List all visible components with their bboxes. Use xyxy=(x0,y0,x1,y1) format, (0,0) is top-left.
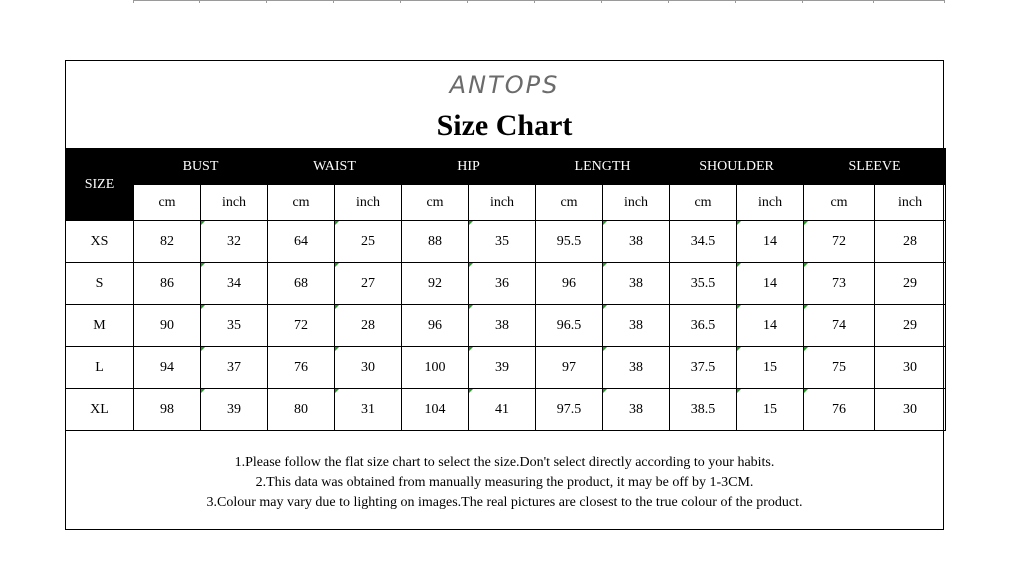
value-cell: 98 xyxy=(134,389,201,431)
value-cell: 80 xyxy=(268,389,335,431)
value-cell: 30 xyxy=(875,389,946,431)
hip-header: HIP xyxy=(402,149,536,185)
unit-inch: inch xyxy=(335,185,402,221)
size-cell: L xyxy=(66,347,134,389)
unit-inch: inch xyxy=(603,185,670,221)
unit-cm: cm xyxy=(536,185,603,221)
value-cell: 28 xyxy=(875,221,946,263)
unit-inch: inch xyxy=(469,185,536,221)
measure-header-row xyxy=(66,149,946,185)
size-table xyxy=(65,148,946,431)
value-cell: 36.5 xyxy=(670,305,737,347)
size-cell: XS xyxy=(66,221,134,263)
value-cell: 38 xyxy=(603,305,670,347)
value-cell: 97 xyxy=(536,347,603,389)
notes xyxy=(66,453,943,513)
value-cell: 41 xyxy=(469,389,536,431)
waist-header: WAIST xyxy=(268,149,402,185)
note-2: 2.This data was obtained from manually measuring the product, it may be off by 1-3CM. xyxy=(255,475,754,490)
value-cell: 96 xyxy=(536,263,603,305)
size-chart-sheet xyxy=(65,60,944,530)
value-cell: 94 xyxy=(134,347,201,389)
value-cell: 72 xyxy=(268,305,335,347)
value-cell: 35.5 xyxy=(670,263,737,305)
value-cell: 14 xyxy=(737,221,804,263)
unit-inch: inch xyxy=(875,185,946,221)
value-cell: 38 xyxy=(469,305,536,347)
value-cell: 90 xyxy=(134,305,201,347)
value-cell: 35 xyxy=(201,305,268,347)
length-header: LENGTH xyxy=(536,149,670,185)
value-cell: 96.5 xyxy=(536,305,603,347)
value-cell: 74 xyxy=(804,305,875,347)
shoulder-header: SHOULDER xyxy=(670,149,804,185)
note-3: 3.Colour may vary due to lighting on images.The real pictures are closest to the true colour of the product. xyxy=(206,495,803,510)
value-cell: 64 xyxy=(268,221,335,263)
value-cell: 75 xyxy=(804,347,875,389)
unit-cm: cm xyxy=(134,185,201,221)
value-cell: 39 xyxy=(201,389,268,431)
value-cell: 27 xyxy=(335,263,402,305)
value-cell: 73 xyxy=(804,263,875,305)
value-cell: 68 xyxy=(268,263,335,305)
value-cell: 88 xyxy=(402,221,469,263)
value-cell: 38.5 xyxy=(670,389,737,431)
unit-cm: cm xyxy=(670,185,737,221)
table-row xyxy=(66,347,946,389)
value-cell: 30 xyxy=(335,347,402,389)
value-cell: 76 xyxy=(268,347,335,389)
value-cell: 100 xyxy=(402,347,469,389)
table-row xyxy=(66,305,946,347)
unit-inch: inch xyxy=(201,185,268,221)
background-gridlines xyxy=(0,0,1017,3)
value-cell: 25 xyxy=(335,221,402,263)
value-cell: 92 xyxy=(402,263,469,305)
value-cell: 39 xyxy=(469,347,536,389)
value-cell: 30 xyxy=(875,347,946,389)
value-cell: 96 xyxy=(402,305,469,347)
value-cell: 34.5 xyxy=(670,221,737,263)
page-title: Size Chart xyxy=(436,109,573,142)
size-cell: S xyxy=(66,263,134,305)
value-cell: 35 xyxy=(469,221,536,263)
value-cell: 14 xyxy=(737,305,804,347)
value-cell: 34 xyxy=(201,263,268,305)
value-cell: 72 xyxy=(804,221,875,263)
size-column-header: SIZE xyxy=(66,149,134,221)
value-cell: 37.5 xyxy=(670,347,737,389)
value-cell: 86 xyxy=(134,263,201,305)
table-row xyxy=(66,389,946,431)
value-cell: 97.5 xyxy=(536,389,603,431)
value-cell: 15 xyxy=(737,389,804,431)
value-cell: 38 xyxy=(603,389,670,431)
value-cell: 76 xyxy=(804,389,875,431)
sleeve-header: SLEEVE xyxy=(804,149,946,185)
table-row xyxy=(66,263,946,305)
unit-inch: inch xyxy=(737,185,804,221)
value-cell: 38 xyxy=(603,347,670,389)
size-cell: M xyxy=(66,305,134,347)
brand-logo: ANTOPS xyxy=(449,71,560,99)
value-cell: 29 xyxy=(875,305,946,347)
value-cell: 38 xyxy=(603,221,670,263)
size-cell: XL xyxy=(66,389,134,431)
value-cell: 104 xyxy=(402,389,469,431)
value-cell: 31 xyxy=(335,389,402,431)
table-row xyxy=(66,221,946,263)
value-cell: 38 xyxy=(603,263,670,305)
unit-cm: cm xyxy=(804,185,875,221)
value-cell: 15 xyxy=(737,347,804,389)
value-cell: 36 xyxy=(469,263,536,305)
value-cell: 82 xyxy=(134,221,201,263)
unit-cm: cm xyxy=(402,185,469,221)
value-cell: 95.5 xyxy=(536,221,603,263)
value-cell: 29 xyxy=(875,263,946,305)
value-cell: 14 xyxy=(737,263,804,305)
unit-header-row xyxy=(66,185,946,221)
value-cell: 28 xyxy=(335,305,402,347)
unit-cm: cm xyxy=(268,185,335,221)
bust-header: BUST xyxy=(134,149,268,185)
value-cell: 32 xyxy=(201,221,268,263)
value-cell: 37 xyxy=(201,347,268,389)
note-1: 1.Please follow the flat size chart to select the size.Don't select directly according to your habits. xyxy=(234,455,775,470)
